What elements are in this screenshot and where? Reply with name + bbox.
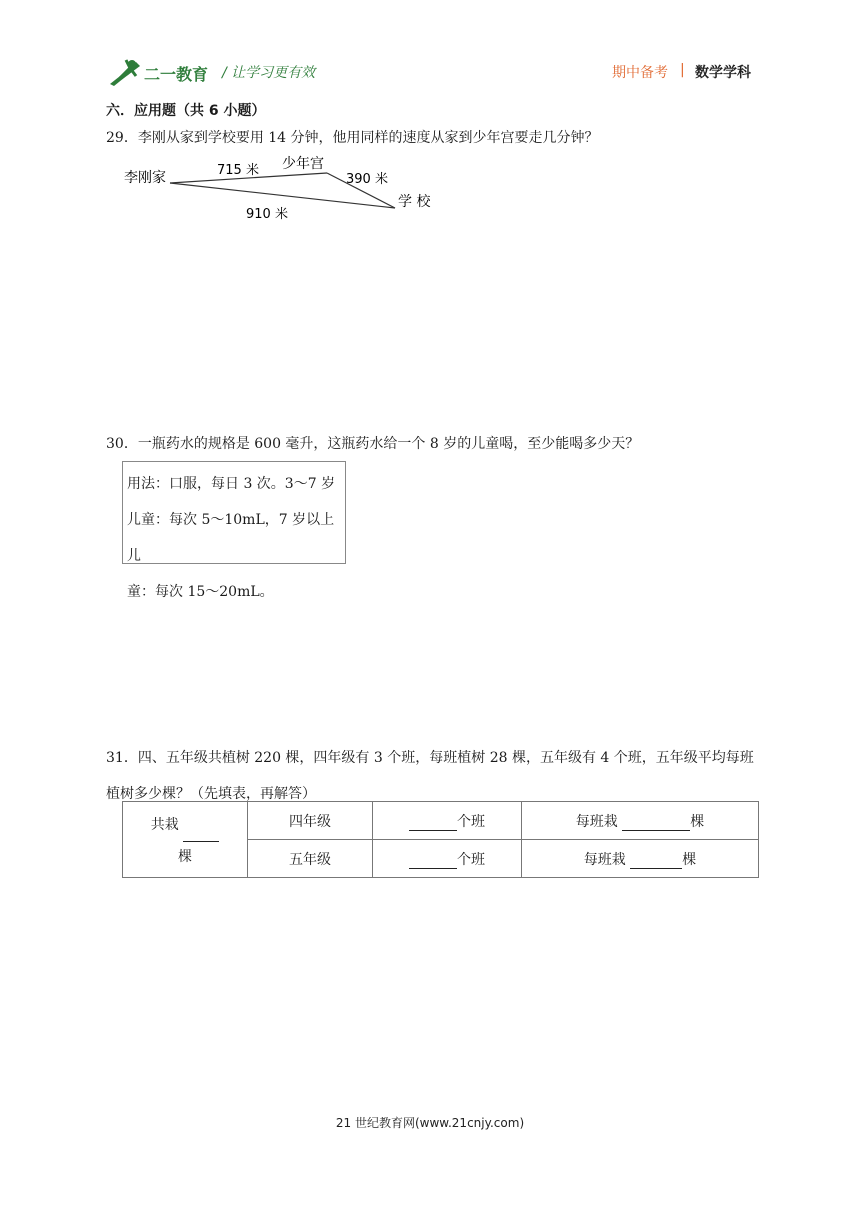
route-diagram (120, 150, 450, 234)
logo (106, 56, 216, 90)
grade-cell: 四年级 (248, 802, 373, 840)
per-class-blank[interactable] (622, 816, 690, 831)
school-label: 学 校 (398, 194, 431, 210)
logo-text: 二一教育 (144, 65, 209, 84)
palace-label: 少年宫 (282, 156, 324, 172)
classes-suffix: 个班 (457, 851, 485, 868)
subject-label: 数学学科 (695, 65, 751, 81)
distance-home-school: 910 米 (246, 207, 288, 222)
total-suffix: 棵 (178, 848, 192, 865)
home-label: 李刚家 (124, 170, 166, 186)
usage-instructions-box (122, 461, 346, 600)
classes-cell (373, 840, 522, 878)
header-separator: | (680, 62, 685, 78)
distance-home-palace: 715 米 (217, 163, 259, 178)
question-30-text: 30．一瓶药水的规格是 600 毫升，这瓶药水给一个 8 岁的儿童喝，至少能喝多少天？ (106, 436, 640, 452)
classes-cell (373, 802, 522, 840)
per-class-prefix: 每班栽 (575, 813, 618, 830)
usage-line: 用法：口服，每日 3 次。3～7 岁 (127, 476, 336, 492)
per-class-cell (522, 802, 759, 840)
footer: 21 世纪教育网(www.21cnjy.com) (335, 1116, 525, 1130)
distance-palace-school: 390 米 (346, 172, 388, 187)
classes-suffix: 个班 (457, 813, 485, 830)
per-class-suffix: 棵 (690, 813, 705, 830)
section-title: 六．应用题（共 6 小题） (106, 103, 266, 119)
per-class-suffix: 棵 (682, 851, 697, 868)
planting-table (122, 801, 759, 878)
total-cell (123, 802, 248, 878)
total-prefix: 共栽 (150, 816, 179, 833)
question-31-text: 31．四、五年级共植树 220 棵，四年级有 3 个班，每班植树 28 棵，五年级有 4 个班，五年级平均每班植树多少棵？（先填表，再解答） (106, 750, 754, 802)
per-class-cell (522, 840, 759, 878)
total-blank[interactable] (183, 827, 219, 842)
exam-label: 期中备考 (612, 65, 668, 81)
usage-line: 童：每次 15～20mL。 (127, 584, 274, 600)
classes-blank[interactable] (409, 816, 457, 831)
per-class-prefix: 每班栽 (583, 851, 626, 868)
slogan: / 让学习更有效 (222, 65, 316, 81)
question-29-text: 29．李刚从家到学校要用 14 分钟，他用同样的速度从家到少年宫要走几分钟？ (106, 130, 599, 146)
usage-line: 儿童：每次 5～10mL，7 岁以上儿 (127, 512, 335, 564)
per-class-blank[interactable] (630, 854, 682, 869)
grade-cell: 五年级 (248, 840, 373, 878)
classes-blank[interactable] (409, 854, 457, 869)
